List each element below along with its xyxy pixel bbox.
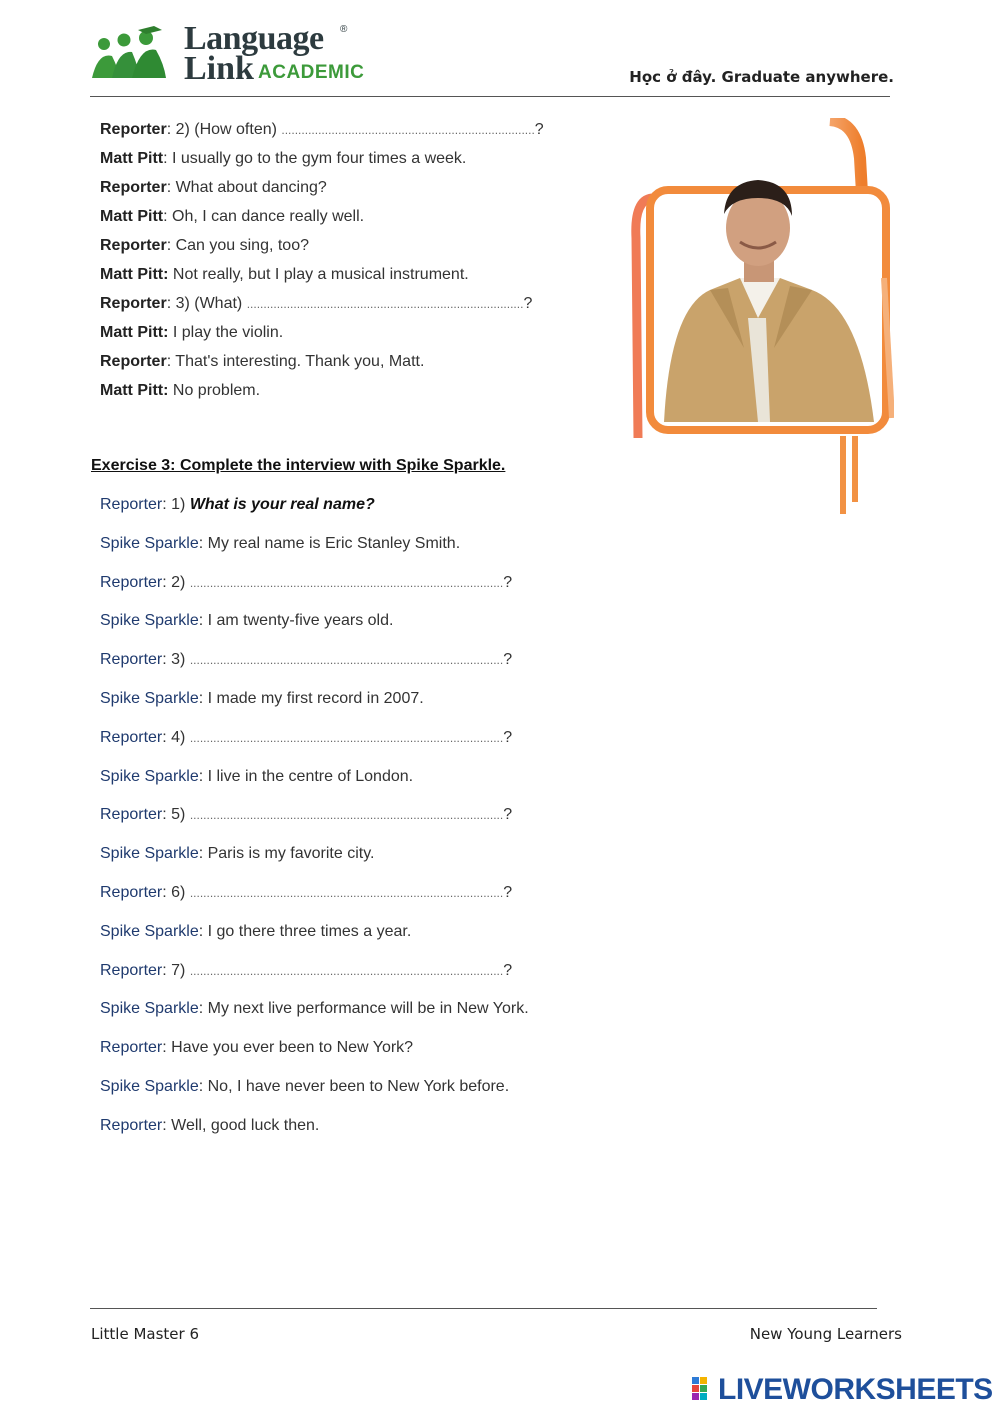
speaker-separator: :	[162, 496, 172, 513]
line-text: That's interesting. Thank you, Matt.	[175, 353, 425, 370]
speaker-name: Matt Pitt:	[100, 324, 169, 341]
speaker-name: Reporter	[100, 1039, 163, 1057]
dialogue-line	[100, 689, 424, 709]
line-text: Can you sing, too?	[175, 237, 309, 254]
logo-word-language: Language	[184, 20, 324, 57]
speaker-name: Reporter	[100, 961, 163, 979]
speaker-name: Spike Sparkle	[100, 1000, 199, 1018]
speaker-separator: :	[163, 208, 172, 225]
speaker-separator: :	[198, 612, 208, 630]
dialogue-line	[100, 236, 309, 256]
speaker-name: Reporter	[100, 237, 167, 254]
question-mark: ?	[523, 295, 533, 312]
speaker-separator: :	[198, 1000, 208, 1018]
question-mark: ?	[503, 884, 513, 901]
speaker-name: Reporter	[100, 728, 163, 746]
example-answer: What is your real name?	[189, 496, 375, 513]
footer-series-name: New Young Learners	[749, 1325, 902, 1343]
speaker-separator: :	[198, 534, 208, 552]
speaker-separator: :	[198, 767, 208, 785]
tagline: Học ở đây. Graduate anywhere.	[629, 68, 894, 86]
dialogue-line	[100, 922, 411, 942]
dialogue-line	[100, 149, 466, 169]
dialogue-line	[100, 844, 374, 864]
answer-blank[interactable]: ..............................................................................................	[189, 963, 504, 978]
speaker-name: Reporter	[100, 884, 163, 901]
speaker-separator: :	[162, 1116, 172, 1134]
interviewee-photo	[630, 118, 894, 516]
speaker-separator: :	[162, 884, 172, 901]
line-text: My real name is Eric Stanley Smith.	[207, 534, 461, 552]
speaker-name: Spike Sparkle	[100, 612, 199, 630]
line-text: No problem.	[172, 382, 261, 399]
speaker-name: Reporter	[100, 573, 163, 591]
line-text: Well, good luck then.	[171, 1116, 320, 1134]
speaker-separator: :	[166, 353, 176, 370]
line-text: 3)	[171, 651, 190, 669]
dialogue-line	[100, 1077, 509, 1097]
speaker-name: Reporter	[100, 121, 167, 138]
dialogue-line	[100, 961, 512, 981]
dialogue-line	[100, 1038, 413, 1058]
dialogue-line	[100, 883, 512, 903]
speaker-separator: :	[198, 690, 208, 707]
answer-blank[interactable]: ..............................................................................................	[189, 575, 504, 590]
header-divider	[90, 96, 890, 97]
speaker-name: Matt Pitt:	[100, 266, 169, 283]
speaker-separator: :	[162, 573, 172, 591]
speaker-separator: :	[166, 121, 176, 138]
speaker-name: Matt Pitt:	[100, 382, 169, 399]
logo-word-academic: ACADEMIC	[258, 62, 365, 83]
speaker-name: Spike Sparkle	[100, 767, 199, 785]
dialogue-line	[100, 999, 529, 1019]
question-mark: ?	[503, 961, 513, 979]
dialogue-line	[100, 265, 469, 285]
speaker-name: Reporter	[100, 1116, 163, 1134]
speaker-separator: :	[163, 150, 172, 167]
line-text: What about dancing?	[175, 179, 327, 196]
speaker-name: Matt Pitt	[100, 208, 164, 225]
speaker-name: Reporter	[100, 651, 163, 669]
dialogue-line	[100, 323, 283, 343]
dialogue-line	[100, 805, 512, 825]
speaker-name: Reporter	[100, 295, 167, 312]
dialogue-line	[100, 495, 375, 515]
question-mark: ?	[503, 806, 513, 824]
line-text: No, I have never been to New York before.	[207, 1078, 510, 1095]
speaker-name: Reporter	[100, 179, 167, 196]
line-text: 2) (How often)	[175, 121, 282, 138]
footer-book-title: Little Master 6	[91, 1325, 199, 1343]
line-text: 4)	[171, 728, 190, 746]
answer-blank[interactable]: ............................................................................	[281, 123, 535, 137]
speaker-name: Spike Sparkle	[100, 1078, 199, 1095]
speaker-separator: :	[162, 651, 172, 669]
people-logo-icon	[90, 26, 182, 86]
line-text: I play the violin.	[172, 324, 284, 341]
line-text: 1)	[171, 496, 190, 513]
speaker-separator: :	[198, 1078, 208, 1095]
man-in-suit-illustration	[630, 118, 894, 516]
speaker-separator: :	[166, 295, 176, 312]
dialogue-line	[100, 120, 544, 140]
dialogue-line	[100, 381, 260, 401]
line-text: 5)	[171, 806, 190, 824]
answer-blank[interactable]: ..............................................................................................	[189, 653, 504, 668]
line-text: I live in the centre of London.	[207, 767, 414, 785]
logo-registered-mark: ®	[340, 24, 348, 35]
line-text: Paris is my favorite city.	[207, 845, 375, 863]
line-text: 6)	[171, 884, 190, 901]
exercise-3-title: Exercise 3: Complete the interview with Spike Sparkle.	[91, 457, 506, 474]
liveworksheets-blocks-icon	[692, 1377, 716, 1405]
language-link-logo	[90, 20, 365, 87]
dialogue-line	[100, 650, 512, 670]
line-text: Oh, I can dance really well.	[172, 208, 365, 225]
speaker-name: Spike Sparkle	[100, 690, 199, 707]
speaker-name: Spike Sparkle	[100, 922, 199, 940]
speaker-name: Reporter	[100, 496, 163, 513]
answer-blank[interactable]: ..............................................................................................	[189, 886, 504, 900]
dialogue-line	[100, 573, 512, 593]
line-text: Have you ever been to New York?	[171, 1039, 414, 1057]
line-text: 3) (What)	[175, 295, 247, 312]
line-text: 7)	[171, 961, 190, 979]
line-text: 2)	[171, 573, 190, 591]
logo-word-link: Link	[184, 50, 254, 87]
speaker-name: Reporter	[100, 806, 163, 824]
liveworksheets-wordmark: LIVEWORKSHEETS	[718, 1373, 993, 1406]
dialogue-line	[100, 178, 327, 198]
speaker-name: Reporter	[100, 353, 167, 370]
footer-divider	[90, 1308, 877, 1309]
speaker-name: Matt Pitt	[100, 150, 164, 167]
dialogue-line	[100, 352, 424, 372]
answer-blank[interactable]: ...................................................................................	[246, 297, 524, 311]
dialogue-line	[100, 611, 393, 631]
question-mark: ?	[503, 651, 513, 669]
line-text: I made my first record in 2007.	[207, 690, 424, 707]
answer-blank[interactable]: ..............................................................................................	[189, 808, 504, 823]
line-text: I am twenty-five years old.	[207, 612, 394, 630]
dialogue-line	[100, 294, 532, 314]
question-mark: ?	[534, 121, 544, 138]
dialogue-line	[100, 767, 413, 787]
answer-blank[interactable]: ..............................................................................................	[189, 730, 504, 745]
speaker-separator: :	[198, 922, 208, 940]
speaker-separator: :	[198, 845, 208, 863]
speaker-separator: :	[162, 1039, 172, 1057]
dialogue-line	[100, 534, 460, 554]
speaker-name: Spike Sparkle	[100, 534, 199, 552]
question-mark: ?	[503, 573, 513, 591]
speaker-separator: :	[162, 728, 172, 746]
liveworksheets-brand	[692, 1373, 992, 1407]
speaker-separator: :	[162, 961, 172, 979]
speaker-separator: :	[166, 179, 176, 196]
dialogue-line	[100, 207, 364, 227]
speaker-separator: :	[162, 806, 172, 824]
line-text: My next live performance will be in New York.	[207, 1000, 529, 1018]
line-text: Not really, but I play a musical instrument.	[172, 266, 469, 283]
question-mark: ?	[503, 728, 513, 746]
line-text: I go there three times a year.	[207, 922, 412, 940]
speaker-name: Spike Sparkle	[100, 845, 199, 863]
dialogue-line	[100, 1116, 319, 1136]
speaker-separator: :	[166, 237, 176, 254]
dialogue-line	[100, 728, 512, 748]
line-text: I usually go to the gym four times a week.	[172, 150, 467, 167]
